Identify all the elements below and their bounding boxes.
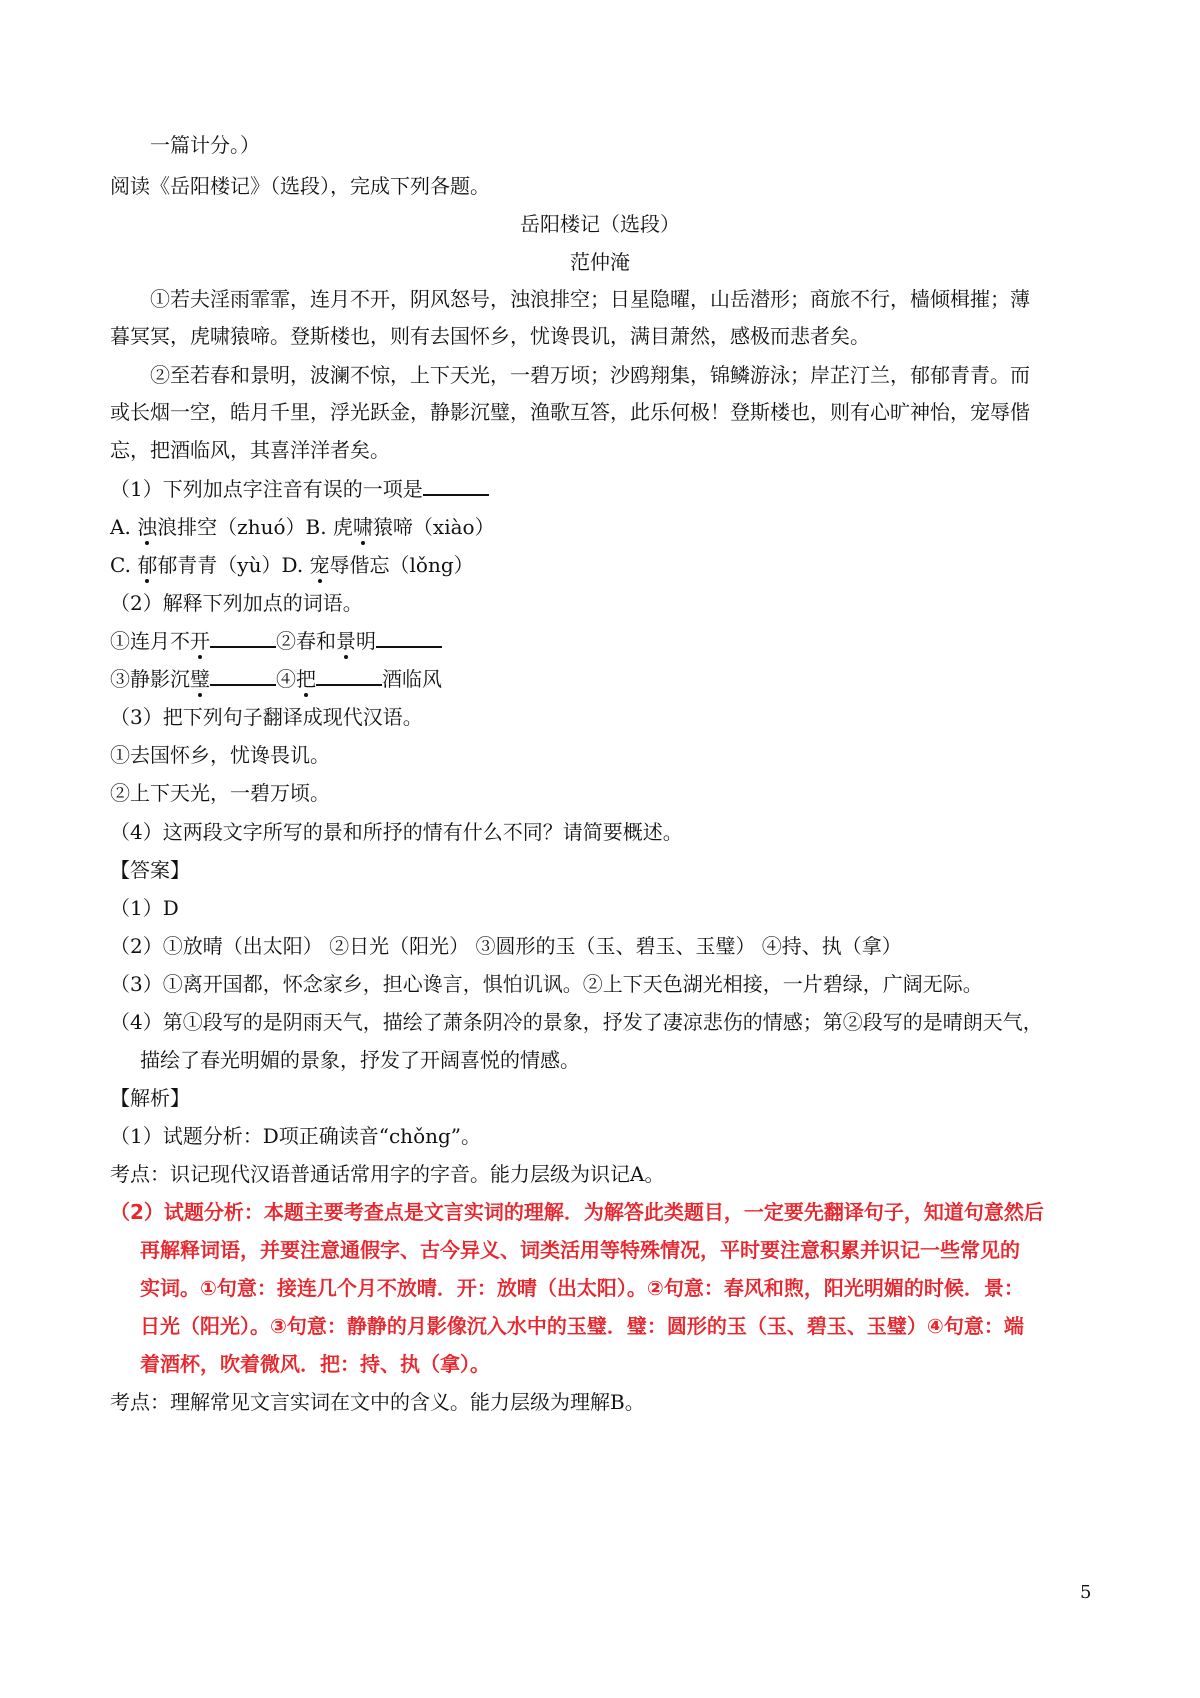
analysis-1-point: 考点：识记现代汉语普通话常用字的字音。能力层级为识记A。 (110, 1162, 665, 1186)
answer-blank (423, 476, 489, 496)
question-3-sentence-2: ②上下天光，一碧万顷。 (110, 781, 330, 805)
option-text: 郁青青（yù）D. (157, 553, 310, 577)
option-text: A. (110, 515, 138, 539)
passage-paragraph-1-line-1: ①若夫淫雨霏霏，连月不开，阴风怒号，浊浪排空；日星隐曜，山岳潜形；商旅不行，樯倾楫摧；薄 (150, 287, 1030, 311)
dotted-char: 把 (296, 667, 316, 691)
item-text: 酒临风 (382, 667, 442, 691)
question-1 (110, 475, 1110, 503)
analysis-2-line-1: （2）试题分析：本题主要考查点是文言实词的理解．为解答此类题目，一定要先翻译句子，知道句意然后 (110, 1200, 1044, 1224)
analysis-heading: 【解析】 (110, 1086, 190, 1110)
question-1-options-cd (110, 551, 1110, 579)
dotted-char: 啸 (352, 515, 373, 539)
analysis-2-line-2: 再解释词语，并要注意通假字、古今异义、词类活用等特殊情况，平时要注意积累并识记一些常见的 (140, 1238, 1020, 1262)
passage-paragraph-1-line-2: 暮冥冥，虎啸猿啼。登斯楼也，则有去国怀乡，忧谗畏讥，满目萧然，感极而悲者矣。 (110, 324, 870, 348)
answer-blank (210, 666, 276, 686)
question-text: （1）下列加点字注音有误的一项是 (110, 477, 423, 501)
analysis-2-line-4: 日光（阳光）。③句意：静静的月影像沉入水中的玉璧．璧：圆形的玉（玉、碧玉、玉璧）④句意：端 (140, 1314, 1024, 1338)
dotted-char: 浊 (137, 515, 158, 539)
answer-4-line-2: 描绘了春光明媚的景象，抒发了开阔喜悦的情感。 (140, 1048, 580, 1072)
option-text: 猿啼（xiào） (372, 515, 495, 539)
question-4: （4）这两段文字所写的景和所抒的情有什么不同？请简要概述。 (110, 820, 683, 844)
instruction-line: 阅读《岳阳楼记》（选段），完成下列各题。 (110, 174, 490, 198)
text-line: 一篇计分。） (150, 133, 260, 157)
dotted-char: 宠 (309, 553, 330, 577)
passage-author: 范仲淹 (570, 250, 630, 274)
item-text: 明 (356, 629, 376, 653)
dotted-char: 开 (190, 629, 210, 653)
answer-heading: 【答案】 (110, 858, 190, 882)
question-3: （3）把下列句子翻译成现代汉语。 (110, 705, 423, 729)
question-3-sentence-1: ①去国怀乡，忧谗畏讥。 (110, 743, 330, 767)
option-text: 浪排空（zhuó）B. 虎 (157, 515, 353, 539)
passage-paragraph-2-line-3: 忘，把酒临风，其喜洋洋者矣。 (110, 438, 390, 462)
item-text: ③静影沉 (110, 667, 190, 691)
question-2: （2）解释下列加点的词语。 (110, 591, 363, 615)
analysis-1: （1）试题分析：D项正确读音“chǒng”。 (110, 1124, 482, 1148)
dotted-char: 璧 (190, 667, 210, 691)
answer-3: （3）①离开国都，怀念家乡，担心谗言，惧怕讥讽。②上下天色湖光相接，一片碧绿，广阔无际。 (110, 972, 983, 996)
answer-1: （1）D (110, 896, 179, 920)
question-1-options-ab (110, 513, 1110, 541)
answer-blank (316, 666, 382, 686)
answer-blank (376, 628, 442, 648)
item-text: ②春和 (276, 629, 336, 653)
answer-2: （2）①放晴（出太阳） ②日光（阳光） ③圆形的玉（玉、碧玉、玉璧） ④持、执（拿） (110, 934, 902, 958)
analysis-2-line-3: 实词。①句意：接连几个月不放晴．开：放晴（出太阳）。②句意：春风和煦，阳光明媚的时候．景： (140, 1276, 1024, 1300)
option-text: C. (110, 553, 138, 577)
analysis-2-point: 考点：理解常见文言实词在文中的含义。能力层级为理解B。 (110, 1390, 645, 1414)
question-2-items-1 (110, 627, 1110, 655)
passage-title: 岳阳楼记（选段） (520, 212, 680, 236)
option-text: 辱偕忘（lǒng） (329, 553, 474, 577)
analysis-2-line-5: 着酒杯，吹着微风．把：持、执（拿）。 (140, 1352, 490, 1376)
passage-paragraph-2-line-2: 或长烟一空，皓月千里，浮光跃金，静影沉璧，渔歌互答，此乐何极！登斯楼也，则有心旷神怡，宠辱偕 (110, 400, 1030, 424)
passage-paragraph-2-line-1: ②至若春和景明，波澜不惊，上下天光，一碧万顷；沙鸥翔集，锦鳞游泳；岸芷汀兰，郁郁青青。而 (150, 363, 1030, 387)
item-text: ①连月不 (110, 629, 190, 653)
answer-4-line-1: （4）第①段写的是阴雨天气，描绘了萧条阴冷的景象，抒发了凄凉悲伤的情感；第②段写的是晴朗天气， (110, 1010, 1043, 1034)
dotted-char: 郁 (137, 553, 158, 577)
question-2-items-2 (110, 665, 1110, 693)
page-number: 5 (1080, 1582, 1092, 1603)
dotted-char: 景 (336, 629, 356, 653)
item-text: ④ (276, 667, 296, 691)
answer-blank (210, 628, 276, 648)
